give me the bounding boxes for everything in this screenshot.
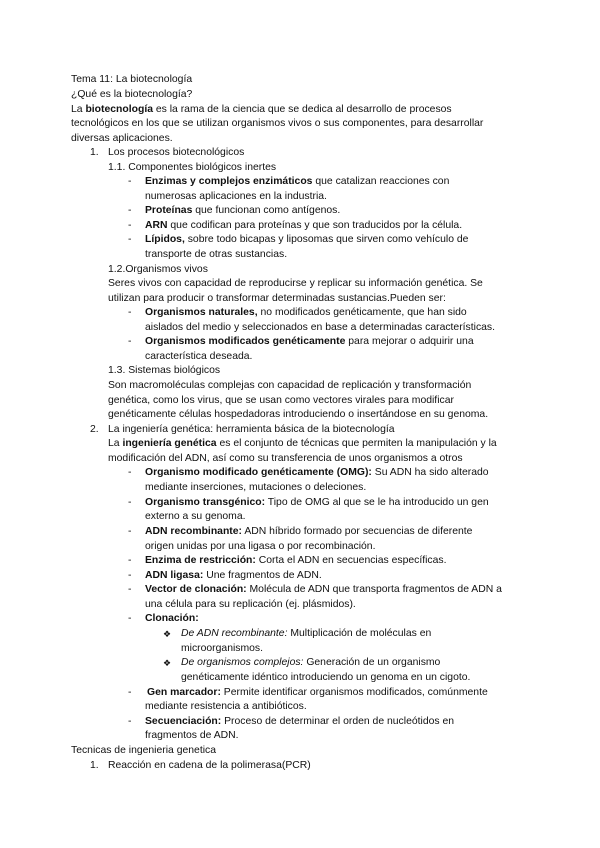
bullet-dash: -: [128, 205, 132, 216]
bullet-dash: -: [128, 555, 132, 566]
list-item: Gen marcador: Permite identificar organismos modificados, comúnmente: [147, 687, 488, 698]
list-item: ADN ligasa: Une fragmentos de ADN.: [145, 570, 322, 581]
list-item-continuation: externo a su genoma.: [145, 511, 246, 522]
section-1-heading: Los procesos biotecnológicos: [108, 147, 245, 158]
paragraph-line: La ingeniería genética es el conjunto de técnicas que permiten la manipulación y la: [108, 438, 497, 449]
list-item: ADN recombinante: ADN híbrido formado por secuencias de diferente: [145, 526, 473, 537]
paragraph-line: Son macromoléculas complejas con capacidad de replicación y transformación: [108, 380, 472, 391]
sub-list-item-continuation: genéticamente idéntico introduciendo un genoma en un cigoto.: [181, 672, 471, 683]
bullet-dash: -: [128, 687, 132, 698]
bullet-dash: -: [128, 497, 132, 508]
subsection-1-3-heading: 1.3. Sistemas biológicos: [108, 365, 221, 376]
paragraph-line: Seres vivos con capacidad de reproducirse y replicar su información genética. Se: [108, 278, 483, 289]
bullet-dash: -: [128, 336, 132, 347]
sub-list-item: De organismos complejos: Generación de un organismo: [181, 657, 441, 668]
diamond-bullet-icon: ❖: [163, 629, 172, 639]
list-item: Enzima de restricción: Corta el ADN en secuencias específicas.: [145, 555, 447, 566]
subsection-1-2-heading: 1.2.Organismos vivos: [108, 264, 208, 275]
list-item-continuation: una célula para su replicación (ej. plásmidos).: [145, 599, 356, 610]
section-2-number: 2.: [90, 424, 99, 435]
section-1-number: 1.: [90, 147, 99, 158]
bullet-dash: -: [128, 467, 132, 478]
question-heading: ¿Qué es la biotecnología?: [71, 89, 193, 100]
list-item: Organismos naturales, no modificados genéticamente, que han sido: [145, 307, 467, 318]
intro-line-2: tecnológicos en los que se utilizan organismos vivos o sus componentes, para desarrollar: [71, 118, 484, 129]
bullet-dash: -: [128, 584, 132, 595]
section-2-heading: La ingeniería genética: herramienta básica de la biotecnología: [108, 424, 395, 435]
list-item: ARN que codifican para proteínas y que son traducidos por la célula.: [145, 220, 463, 231]
techniques-item: Reacción en cadena de la polimerasa(PCR): [108, 760, 311, 771]
list-item: Enzimas y complejos enzimáticos que catalizan reacciones con: [145, 176, 450, 187]
list-item: Organismo modificado genéticamente (OMG): Su ADN ha sido alterado: [145, 467, 489, 478]
bullet-dash: -: [128, 234, 132, 245]
bullet-dash: -: [128, 526, 132, 537]
list-item-continuation: mediante inserciones, mutaciones o deleciones.: [145, 482, 367, 493]
bullet-dash: -: [128, 716, 132, 727]
list-item-continuation: mediante resistencia a antibióticos.: [145, 701, 307, 712]
list-item-continuation: fragmentos de ADN.: [145, 730, 239, 741]
paragraph-line: modificación del ADN, así como su transferencia de unos organismos a otros: [108, 453, 463, 464]
list-item: Clonación:: [145, 613, 199, 624]
list-item: Lípidos, sobre todo bicapas y liposomas que sirven como vehículo de: [145, 234, 469, 245]
bullet-dash: -: [128, 613, 132, 624]
techniques-number: 1.: [90, 760, 99, 771]
bullet-dash: -: [128, 307, 132, 318]
intro-line-3: diversas aplicaciones.: [71, 133, 173, 144]
paragraph-line: genética, como los virus, que se usan como vectores virales para modificar: [108, 395, 454, 406]
subsection-1-1-heading: 1.1. Componentes biológicos inertes: [108, 162, 277, 173]
sub-list-item: De ADN recombinante: Multiplicación de moléculas en: [181, 628, 432, 639]
bullet-dash: -: [128, 176, 132, 187]
page-title: Tema 11: La biotecnología: [71, 74, 193, 85]
list-item-continuation: transporte de otras sustancias.: [145, 249, 288, 260]
diamond-bullet-icon: ❖: [163, 658, 172, 668]
list-item: Vector de clonación: Molécula de ADN que transporta fragmentos de ADN a: [145, 584, 502, 595]
sub-list-item-continuation: microorganismos.: [181, 643, 263, 654]
list-item: Secuenciación: Proceso de determinar el orden de nucleótidos en: [145, 716, 455, 727]
paragraph-line: genéticamente células hospedadoras introduciendo o insertándose en su genoma.: [108, 409, 489, 420]
list-item-continuation: numerosas aplicaciones en la industria.: [145, 191, 327, 202]
list-item-continuation: origen unidas por una ligasa o por recombinación.: [145, 541, 376, 552]
list-item-continuation: característica deseada.: [145, 351, 253, 362]
list-item-continuation: aislados del medio y seleccionados en base a determinadas características.: [145, 322, 496, 333]
paragraph-line: utilizan para producir o transformar determinadas sustancias.Pueden ser:: [108, 293, 446, 304]
bullet-dash: -: [128, 570, 132, 581]
techniques-heading: Tecnicas de ingenieria genetica: [71, 745, 216, 756]
intro-line-1: La biotecnología es la rama de la ciencia que se dedica al desarrollo de procesos: [71, 104, 452, 115]
list-item: Organismos modificados genéticamente para mejorar o adquirir una: [145, 336, 474, 347]
bullet-dash: -: [128, 220, 132, 231]
list-item: Proteínas que funcionan como antígenos.: [145, 205, 341, 216]
list-item: Organismo transgénico: Tipo de OMG al que se le ha introducido un gen: [145, 497, 489, 508]
